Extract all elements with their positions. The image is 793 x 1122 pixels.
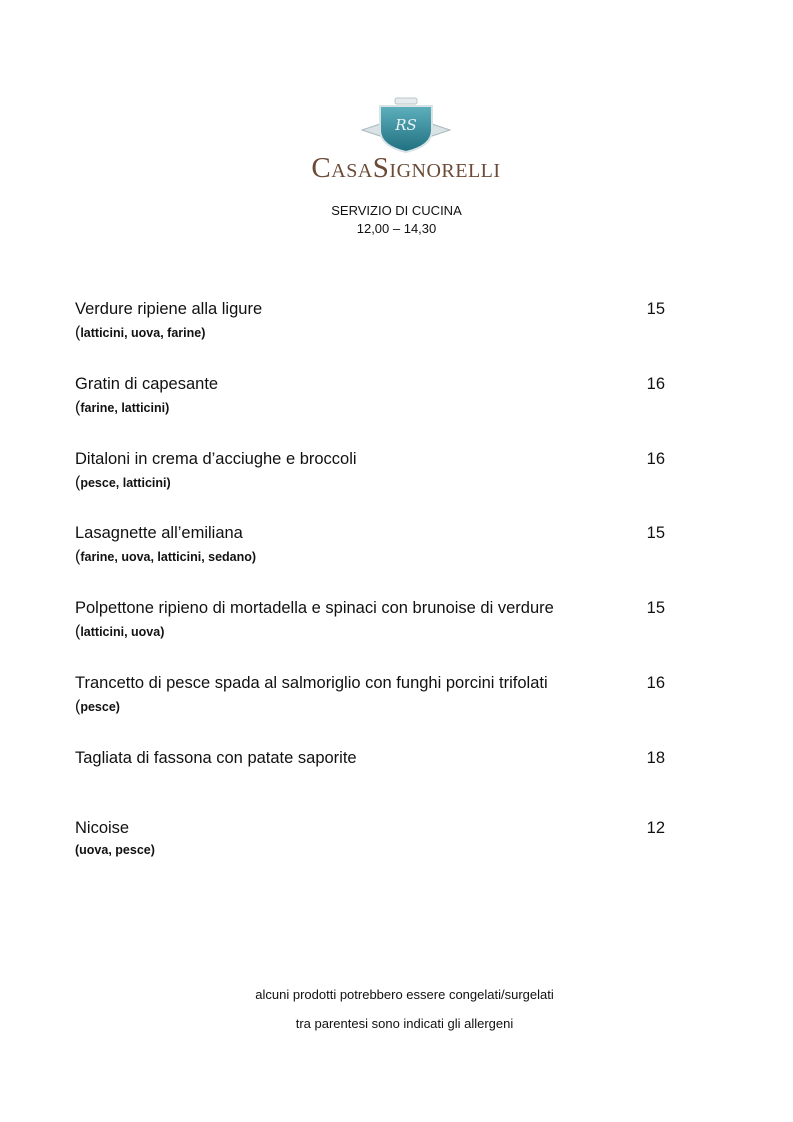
menu-item-allergens	[75, 623, 665, 641]
menu-item-name: Ditaloni in crema d’acciughe e broccoli	[75, 450, 357, 468]
menu-item	[75, 819, 665, 857]
allergens-text: farine, latticini)	[80, 401, 170, 415]
allergens-open-paren: (	[75, 474, 81, 491]
service-title: SERVIZIO DI CUCINA	[331, 203, 462, 218]
menu-item	[75, 674, 665, 716]
menu-item	[75, 450, 665, 492]
allergens-text: pesce)	[80, 700, 120, 714]
menu-item-name: Gratin di capesante	[75, 375, 219, 393]
logo	[300, 96, 512, 182]
service-hours: 12,00 – 14,30	[356, 221, 437, 236]
menu-item	[75, 599, 665, 641]
allergens-note: tra parentesi sono indicati gli allergeni	[295, 1016, 514, 1031]
menu-item-name: Trancetto di pesce spada al salmoriglio con funghi porcini trifolati	[75, 674, 548, 692]
menu-item	[75, 300, 665, 342]
allergens-text: latticini, uova, farine)	[80, 326, 206, 340]
menu-item-price: 16	[646, 375, 665, 393]
allergens-text: latticini, uova)	[80, 625, 165, 639]
menu-item-allergens	[75, 324, 665, 342]
menu-item-allergens	[75, 399, 665, 417]
menu-item-price: 15	[646, 599, 665, 617]
menu-item-allergens	[75, 548, 665, 566]
menu-item-price: 12	[646, 819, 665, 837]
crest-icon	[300, 96, 512, 156]
menu-item-allergens	[75, 474, 665, 492]
allergens-open-paren: (	[75, 324, 81, 341]
menu-item-price: 16	[646, 450, 665, 468]
menu-item-name: Lasagnette all’emiliana	[75, 524, 243, 542]
allergens-text: (uova, pesce)	[75, 843, 155, 857]
menu-item-name: Verdure ripiene alla ligure	[75, 300, 263, 318]
frozen-note: alcuni prodotti potrebbero essere congelati/surgelati	[255, 987, 554, 1002]
menu-item-name: Nicoise	[75, 819, 130, 837]
menu-item	[75, 524, 665, 566]
allergens-text: farine, uova, latticini, sedano)	[80, 550, 257, 564]
allergens-open-paren: (	[75, 698, 81, 715]
allergens-open-paren: (	[75, 399, 81, 416]
menu-item-name: Polpettone ripieno di mortadella e spinaci con brunoise di verdure	[75, 599, 554, 617]
menu-item-price: 18	[646, 749, 665, 767]
allergens-text: pesce, latticini)	[80, 476, 171, 490]
allergens-open-paren: (	[75, 623, 81, 640]
menu-item-allergens	[75, 843, 665, 857]
svg-text:RS: RS	[395, 116, 417, 134]
menu-item-allergens	[75, 698, 665, 716]
menu-item-price: 15	[646, 300, 665, 318]
menu-item-price: 16	[646, 674, 665, 692]
menu-item	[75, 375, 665, 417]
allergens-open-paren: (	[75, 548, 81, 565]
menu-item-name: Tagliata di fassona con patate saporite	[75, 749, 357, 767]
menu-item-price: 15	[646, 524, 665, 542]
brand-wordmark: CasaSignorelli	[311, 152, 501, 184]
menu-item	[75, 749, 665, 768]
